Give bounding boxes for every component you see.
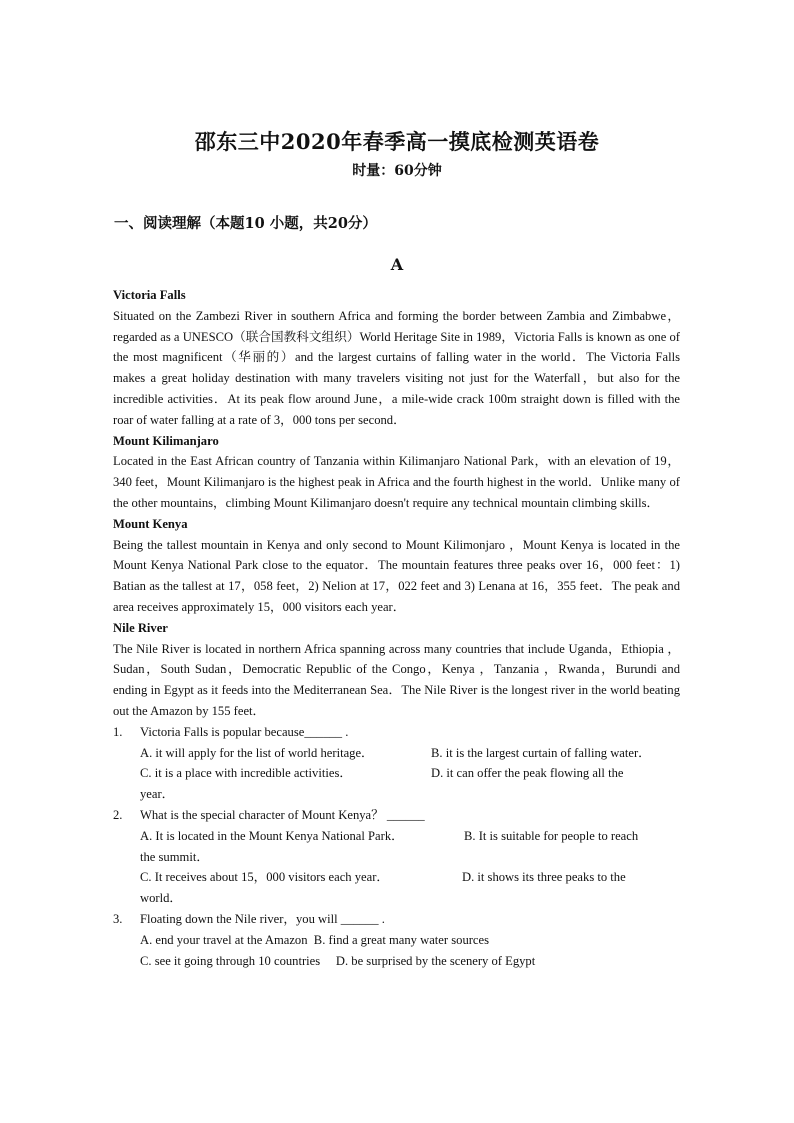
passage-text: The Nile River is located in northern Africa spanning across many countries that include Uganda，Ethiopia ，Sudan，South Sudan，Democratic Republic of the Congo，Kenya ，Tanzania ，Rwanda，Burundi and ending in Egypt as it feeds into the Mediterranean Sea．The Nile River is the longest river in the world beating out the Amazon by 155 feet． [113,641,680,718]
question-3 [113,909,680,930]
passage-heading: Mount Kenya [113,516,188,531]
exam-title: 邵东三中2020年春季高一摸底检测英语卷 [194,129,600,154]
passage-heading: Victoria Falls [113,288,186,302]
question-stem: What is the special character of Mount Kenya？ ______ [140,807,425,822]
options-line-cd: C. see it going through 10 countries D. be surprised by the scenery of Egypt [140,953,536,968]
question-number: 2. [113,807,123,822]
passage-text: Situated on the Zambezi River in southern Africa and forming the border between Zambia and Zimbabwe，regarded as a UNESCO（联合国教科文组织）World Heritage Site in 1989，Victoria Falls is known as one of the most magnificent（华丽的）and the largest curtains of falling water in the world．The Victoria Falls makes a great holiday destination with many travelers visiting not just for the Waterfall，but also for the incredible activities．At its peak flow around June，a mile-wide crack 100m straight down is filled with the roar of water falling at a rate of 3，000 tons per second． [113,308,680,427]
question-3-options [113,930,680,972]
option-d-continued: year． [140,787,175,802]
passage-text: Located in the East African country of Tanzania within Kilimanjaro National Park，with an elevation of 19，340 feet，Mount Kilimanjaro is the highest peak in Africa and the fourth highest in the world．Unlike many of the other mountains，climbing Mount Kilimanjaro doesn't require any technical mountain climbing skills． [113,454,680,510]
question-1 [113,722,680,743]
option-b-continued: the summit． [140,849,209,864]
question-number: 3. [113,911,123,926]
reading-passage [113,285,680,971]
question-2 [113,805,680,826]
question-1-options [113,743,680,805]
question-stem: Victoria Falls is popular because______ . [140,724,349,739]
question-2-options [113,826,680,909]
question-number: 1. [113,724,123,739]
options-line-ab: A. end your travel at the Amazon B. find a great many water sources [140,932,490,947]
passage-heading: Mount Kilimanjaro [113,433,219,448]
passage-heading: Nile River [113,620,168,635]
option-b: B. it is the largest curtain of falling water． [431,745,651,760]
passage-letter: A [390,255,404,274]
section-heading: 一、阅读理解（本题10 小题，共20分） [114,215,377,232]
passage-text: Being the tallest mountain in Kenya and only second to Mount Kilimonjaro ，Mount Kenya is located in the Mount Kenya National Park close to the equator．The mountain features three peaks over 16，000 feet：1) Batian as the tallest at 17，058 feet，2) Nelion at 17，022 feet and 3) Lenana at 16，355 feet．The peak and area receives approximately 15，000 visitors each year． [113,537,680,614]
option-d-continued: world． [140,891,182,906]
option-d: D. it shows its three peaks to the [462,870,626,885]
option-a: A. It is located in the Mount Kenya National Park． [140,828,404,843]
option-d: D. it can offer the peak flowing all the [431,766,624,781]
option-c: C. It receives about 15，000 visitors each year． [140,870,390,885]
option-a: A. it will apply for the list of world heritage． [140,745,374,760]
question-stem: Floating down the Nile river，you will ______ . [140,911,385,926]
exam-duration: 时量：60分钟 [352,163,442,179]
option-c: C. it is a place with incredible activities． [140,766,352,781]
option-b: B. It is suitable for people to reach [464,828,639,843]
